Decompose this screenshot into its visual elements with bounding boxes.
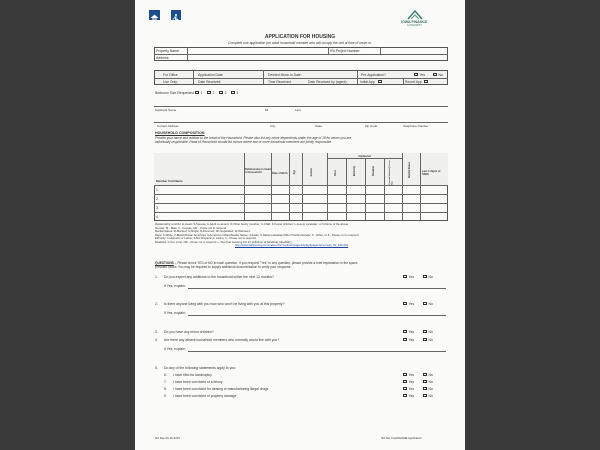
q4-text: Are there any absent household members who normally would live with you? xyxy=(164,338,280,342)
property-name-field[interactable] xyxy=(188,48,327,54)
student-header: Current Student (Yes or No) xyxy=(389,160,394,185)
q2-number: 2. xyxy=(155,302,158,306)
q1-explain-label: If Yes, explain: xyxy=(164,284,186,288)
q4-explain-line[interactable] xyxy=(188,351,446,352)
s7-no-checkbox[interactable] xyxy=(423,380,427,383)
s6-text: I have filed for bankruptcy xyxy=(173,373,212,377)
s6-no-label: No xyxy=(428,373,433,377)
q2-explain-line[interactable] xyxy=(188,315,446,316)
property-address-field[interactable] xyxy=(188,55,447,61)
q3-no-label: No xyxy=(428,330,433,334)
applicant-mi-label: MI xyxy=(265,107,269,112)
s8-yes-label: Yes xyxy=(408,387,415,391)
recert-app-checkbox[interactable] xyxy=(424,80,428,83)
s8-yes-checkbox[interactable] xyxy=(403,387,407,390)
desired-move-in-label: Desired Move-in Date: xyxy=(268,72,302,77)
fair-housing-link[interactable]: http://www.fairhousing.com/index.cfm?method=page.display&pagename=regs_fhr_100-201 xyxy=(235,243,349,247)
q4-yes-checkbox[interactable] xyxy=(403,338,407,341)
s9-no-label: No xyxy=(428,394,433,398)
q1-no-label: No xyxy=(428,275,433,279)
zip-code-label: Zip Code xyxy=(365,123,378,128)
s8-number: 8. xyxy=(164,387,167,391)
time-received-label: Time Received: xyxy=(268,79,292,84)
q1-no-checkbox[interactable] xyxy=(423,275,427,278)
s7-yes-checkbox[interactable] xyxy=(403,380,407,383)
initial-app-checkbox[interactable] xyxy=(378,80,382,83)
bedroom-1-label: 1 xyxy=(200,91,203,95)
current-address-label: Current Address xyxy=(157,123,179,128)
s9-text: I have been convicted of property damage xyxy=(173,394,237,398)
pre-app-yes-checkbox[interactable] xyxy=(414,73,418,76)
bedroom-size-label: Bedroom Size Requested: xyxy=(155,91,195,95)
state-label: State xyxy=(315,123,323,128)
footer-revision: IFA Rev 09-15-2015 xyxy=(155,436,180,440)
legend-race: Race: 1-White; 2-Black/African American; 3-American Indian/Alaska Native; 4-Asian; 5-Native Hawaiian/Other Pacific Islander; 6 - Other, or 8 - Chose not to respond xyxy=(155,232,359,237)
bedroom-2-checkbox[interactable] xyxy=(207,91,211,94)
q3-text: Do you have any minor children? xyxy=(164,330,214,334)
s9-yes-checkbox[interactable] xyxy=(403,394,407,397)
age-header: Age xyxy=(293,170,296,175)
ifa-logo-sub: AUTHORITY xyxy=(407,24,422,27)
bedroom-3-checkbox[interactable] xyxy=(219,91,223,94)
s6-yes-label: Yes xyxy=(408,373,415,377)
s8-no-checkbox[interactable] xyxy=(423,387,427,390)
household-row-4[interactable]: 4. xyxy=(156,215,159,219)
received-by-agent-label: Date Received by (agent): xyxy=(308,79,348,84)
equal-housing-icon xyxy=(149,10,160,20)
household-instructions-1: Provide your name and relation to the Head of the Household. Please also list any minor dependents under the age of 18 for whom you are xyxy=(155,136,352,140)
application-date-label: Application Date xyxy=(198,72,223,77)
bedroom-1-checkbox[interactable] xyxy=(195,91,199,94)
q1-yes-checkbox[interactable] xyxy=(403,275,407,278)
q4-no-checkbox[interactable] xyxy=(423,338,427,341)
bedroom-2-label: 2 xyxy=(212,91,215,95)
bedroom-4-checkbox[interactable] xyxy=(231,91,235,94)
property-name-label: Property Name: xyxy=(156,48,180,53)
q1-explain-line[interactable] xyxy=(188,288,446,289)
q5-text: Do any of the following statements apply to you: xyxy=(164,366,236,370)
dob-header: Date of Birth xyxy=(272,172,288,175)
applicant-name-label: Applicant Name xyxy=(155,107,177,112)
s9-no-checkbox[interactable] xyxy=(423,394,427,397)
q4-no-label: No xyxy=(428,338,433,342)
q2-explain-label: If Yes, explain: xyxy=(164,311,186,315)
office-use-label-2: Use Only: xyxy=(163,79,178,84)
questions-intro-2: provided below. You may be required to supply additional documentation to verify your response. xyxy=(155,265,292,269)
bedroom-4-label: 4 xyxy=(236,91,239,95)
page-title: APPLICATION FOR HOUSING xyxy=(264,34,336,40)
q4-explain-label: If Yes, explain: xyxy=(164,347,186,351)
optional-header: Optional xyxy=(358,154,371,158)
page-subtitle: Complete one application per adult household member who will occupy the unit at time of move-in. xyxy=(228,40,372,45)
address-label: Address: xyxy=(156,55,170,60)
legend-ethnicity: Ethnicity: 1-Hispanic or Latino; 2-Not Hispanic or Latino; 3 - Chose not to respond xyxy=(155,236,256,240)
gender-header: Gender xyxy=(310,168,313,177)
ifa-project-field[interactable] xyxy=(381,48,447,54)
pre-app-no-checkbox[interactable] xyxy=(433,73,437,76)
bedroom-3-label: 3 xyxy=(224,91,227,95)
q2-text: Is there anyone living with you now who won't be living with you at this property? xyxy=(164,302,285,306)
city-label: City xyxy=(270,123,276,128)
household-row-3[interactable]: 3. xyxy=(156,206,159,210)
initial-app-label: Initial App xyxy=(360,79,375,84)
q2-yes-label: Yes xyxy=(408,302,415,306)
s7-no-label: No xyxy=(428,380,433,384)
q1-number: 1. xyxy=(155,275,158,279)
q3-number: 3. xyxy=(155,330,158,334)
pre-app-no-label: No xyxy=(438,72,443,77)
q4-number: 4. xyxy=(155,338,158,342)
marital-header: Marital Status xyxy=(408,162,411,178)
recert-app-label: Recert App xyxy=(405,79,422,84)
questions-heading: QUESTIONS xyxy=(155,261,174,265)
telephone-label: Telephone Number xyxy=(403,123,429,128)
applicant-last-label: Last xyxy=(295,107,301,112)
household-instructions-2: individually responsible. Head of Household should list minors where two or more household members are jointly responsible. xyxy=(155,140,332,144)
q1-yes-label: Yes xyxy=(408,275,415,279)
s8-text: I have been convicted for dealing or manufacturing illegal drugs xyxy=(173,387,269,391)
pre-app-yes-label: Yes xyxy=(419,72,426,77)
q3-yes-checkbox[interactable] xyxy=(403,330,407,333)
s6-yes-checkbox[interactable] xyxy=(403,373,407,376)
q2-no-label: No xyxy=(428,302,433,306)
questions-intro-text: – Please check YES or NO to each question. If you respond "Yes" to any question, please provide a brief explanation in the space xyxy=(173,261,358,265)
s8-no-label: No xyxy=(428,387,433,391)
application-page xyxy=(135,0,465,450)
footer-form-name: IFA Tax Credit/HOME Application xyxy=(381,436,422,440)
legend-disabled: Disabled: 1-Yes; 2-No; NR - chose not to respond — See Fair Housing Act for definition of handicap (disability) xyxy=(155,239,292,244)
legend-marital: Marital Status: M-Married; S-Single; D-Divorced; SP-Separated; W-Widowed xyxy=(155,229,250,233)
ssn-header: Last 4 digits of SSN# xyxy=(422,170,441,176)
member-name-header: Member Full Name xyxy=(156,179,183,183)
s9-number: 9. xyxy=(164,394,167,398)
pre-application-label: Pre-Application? xyxy=(361,72,386,77)
ifa-logo-text: IOWA FINANCE xyxy=(401,20,428,24)
q3-yes-label: Yes xyxy=(408,330,415,334)
household-heading: HOUSEHOLD COMPOSITION xyxy=(155,131,205,135)
s7-yes-label: Yes xyxy=(408,380,415,384)
q3-no-checkbox[interactable] xyxy=(423,330,427,333)
office-use-label-1: For Office xyxy=(163,72,178,77)
s6-number: 6. xyxy=(164,373,167,377)
s7-text: I have been convicted of a felony xyxy=(173,380,223,384)
q2-yes-checkbox[interactable] xyxy=(403,302,407,305)
q5-number: 5. xyxy=(155,366,158,370)
applicant-name-line[interactable] xyxy=(154,106,448,107)
s6-no-checkbox[interactable] xyxy=(423,373,427,376)
household-row-1[interactable]: 1. xyxy=(156,188,159,192)
ifa-project-label: IFA Project Number: xyxy=(330,48,361,53)
disabled-header: Disabled xyxy=(372,166,375,176)
ethnicity-header: Ethnicity xyxy=(353,166,356,177)
date-received-label: Date Received: xyxy=(198,79,222,84)
s9-yes-label: Yes xyxy=(408,394,415,398)
ifa-logo-icon xyxy=(407,8,423,20)
q1-text: Do you expect any additions to the household within the next 12 months? xyxy=(164,275,274,279)
q4-yes-label: Yes xyxy=(408,338,415,342)
race-header: Race xyxy=(334,170,337,176)
relationship-header: Relationship to Head of Household xyxy=(245,168,271,174)
legend-gender: Gender: M - Male; F - Female; NR - chose not to respond xyxy=(155,225,227,230)
q2-no-checkbox[interactable] xyxy=(423,302,427,305)
legend-relationship: Relationship to HOH: H-Head; S-Spouse; A-Adult co-tenant; O-Other family member; C-Child; F-Foster children; L-Live-in caretaker; or N-None of the above xyxy=(155,222,349,226)
s7-number: 7. xyxy=(164,380,167,384)
accessibility-icon xyxy=(171,10,181,20)
household-row-2[interactable]: 2. xyxy=(156,197,159,201)
